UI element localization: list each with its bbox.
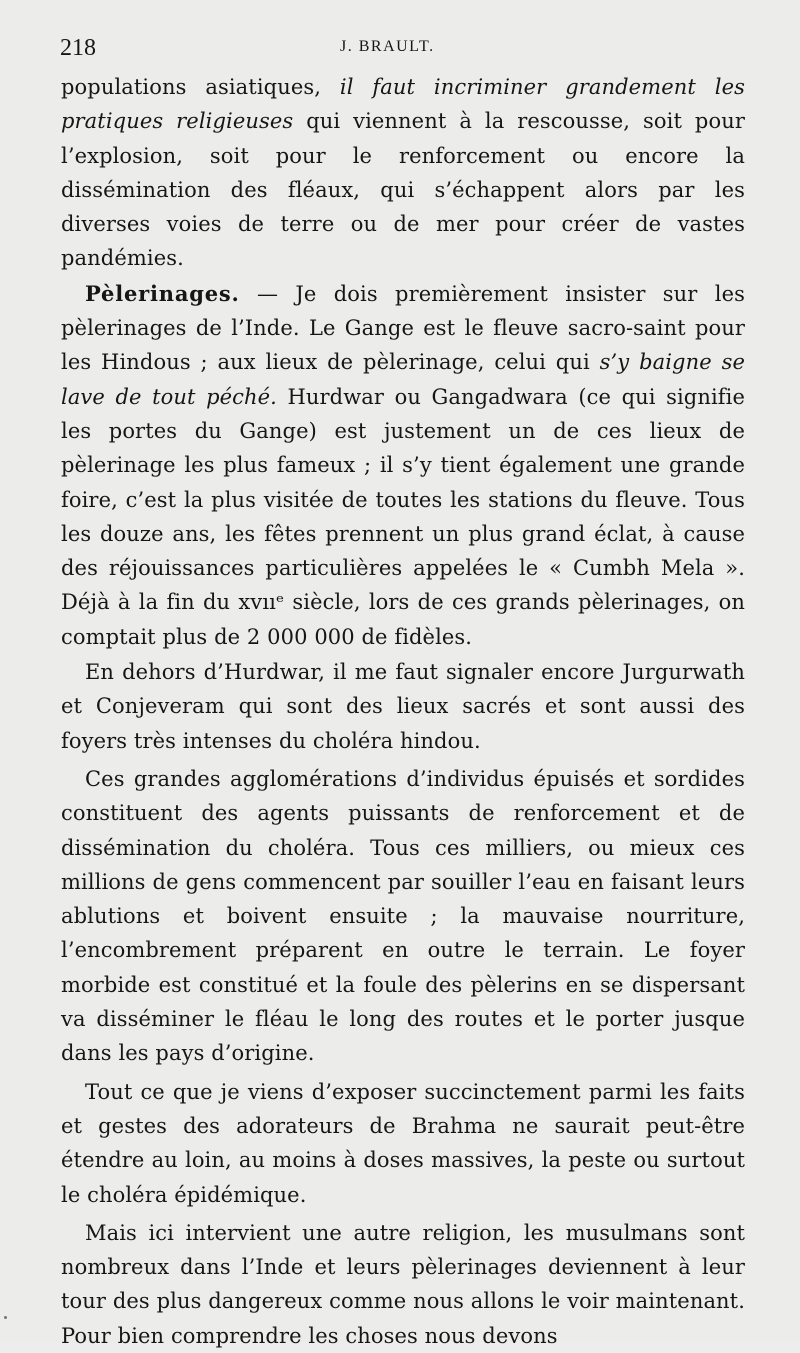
paragraph-brahma <box>61 1075 745 1212</box>
running-title: J. BRAULT. <box>340 38 435 55</box>
body-text <box>61 70 745 1353</box>
text-run: En dehors d’Hurdwar, il me faut signaler encore Jurgurwath et Conjeveram qui sont des lieux sacrés et sont aussi des foyers très intenses du choléra hindou. <box>61 660 745 753</box>
text-run: qui viennent à la rescousse, soit pour l’explosion, soit pour le renforcement ou encore la dissémination des fléaux, qui s’échappent alors par les diverses voies de terre ou de mer pour créer de vastes pandémies. <box>61 109 745 271</box>
text-run: Mais ici intervient une autre religion, les musulmans sont nombreux dans l’Inde et leurs pèlerinages deviennent à leur tour des plus dangereux comme nous allons le voir maintenant. Pour bien comprendre les choses nous devons <box>61 1220 745 1348</box>
text-run: Ces grandes agglomérations d’individus épuisés et sordides constituent des agents puissants de renforcement et de dissémination du choléra. Tous ces milliers, ou mieux ces millions de gens commencent par souiller l’eau en faisant leurs ablutions et boivent ensuite ; la mauvaise nourriture, l’encombrement préparent en outre le terrain. Le foyer morbide est constitué et la foule des pèlerins en se dispersant va disséminer le fléau le long des routes et le porter jusque dans les pays d’origine. <box>61 766 745 1066</box>
paper-speck <box>4 1316 7 1319</box>
text-run: populations asiatiques, <box>61 75 340 99</box>
text-run: Tout ce que je viens d’exposer succinctement parmi les faits et gestes des adorateurs de Brahma ne saurait peut-être étendre au loin, au moins à doses massives, la peste ou surtout le choléra épidémique. <box>61 1079 745 1207</box>
running-head <box>60 34 750 62</box>
text-run: — Je dois premièrement insister sur les pèlerinages de l’Inde. Le Gange est le fleuve sacro-saint pour les Hindous ; aux lieux de pèlerinage, celui qui <box>61 281 745 375</box>
paragraph-hurdwar <box>61 655 745 758</box>
paragraph-continuation <box>61 70 745 276</box>
text-run: Hurdwar ou Gangadwara (ce qui signifie les portes du Gange) est justement un de ces lieux de pèlerinage les plus fameux ; il s’y tient également une grande foire, c’est la plus visitée de toutes les stations du fleuve. Tous les douze ans, les fêtes prennent un plus grand éclat, à cause des réjouissances particulières appelées le « Cumbh Mela ». Déjà à la fin du xvııᵉ siècle, lors de ces grands pèlerinages, on comptait plus de 2 000 000 de fidèles. <box>61 384 745 649</box>
emphasis-run: s’y baigne se lave de tout péché. <box>61 350 745 409</box>
paragraph-pelerinages <box>61 277 745 654</box>
page-number: 218 <box>60 35 96 61</box>
paragraph-agglomerations <box>61 762 745 1071</box>
paragraph-musulmans <box>61 1216 745 1353</box>
section-heading-pelerinages: Pèlerinages. <box>85 280 240 306</box>
emphasis-run: il faut incriminer grandement les pratiques religieuses <box>61 75 745 134</box>
